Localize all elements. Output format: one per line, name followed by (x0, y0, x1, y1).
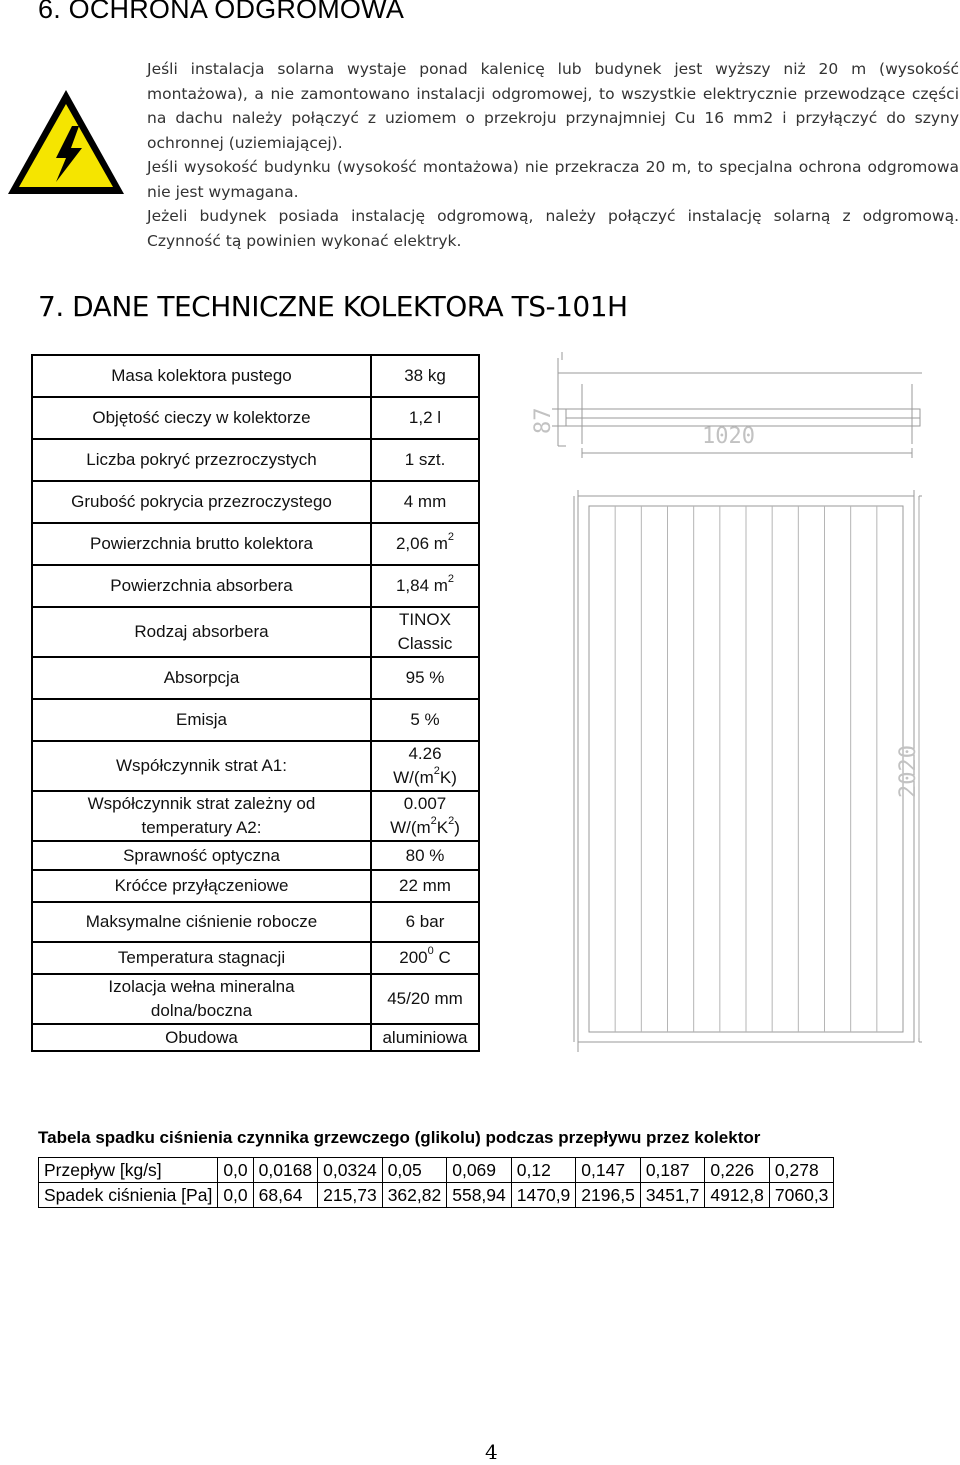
spec-label: Masa kolektora pustego (32, 355, 371, 397)
table-cell: 7060,3 (769, 1183, 834, 1208)
table-cell: 0,12 (511, 1158, 576, 1183)
high-voltage-warning-icon (6, 88, 126, 198)
table-row (32, 397, 479, 439)
spec-label: Maksymalne ciśnienie robocze (32, 902, 371, 942)
table-row (32, 565, 479, 607)
row-header: Spadek ciśnienia [Pa] (39, 1183, 218, 1208)
spec-value: 95 % (371, 657, 479, 699)
spec-label: Króćce przyłączeniowe (32, 870, 371, 902)
table-cell: 0,0 (218, 1183, 253, 1208)
section-6-title: 6. OCHRONA ODGROMOWA (38, 0, 405, 24)
table-row (32, 741, 479, 791)
spec-value: 6 bar (371, 902, 479, 942)
spec-label: Powierzchnia absorbera (32, 565, 371, 607)
spec-value: 38 kg (371, 355, 479, 397)
table-row (32, 657, 479, 699)
table-cell: 0,05 (382, 1158, 447, 1183)
spec-label: Powierzchnia brutto kolektora (32, 523, 371, 565)
table-cell: 4912,8 (705, 1183, 770, 1208)
spec-value: 4.26 $W/(m^2K)$ (371, 741, 479, 791)
table-row (32, 439, 479, 481)
paragraph-lightning-2: Jeśli wysokość budynku (wysokość montażowa) nie przekracza 20 m, to specjalna ochrona odgromowa nie jest wymagana. (147, 158, 959, 201)
table-row (32, 841, 479, 870)
table-cell: 2196,5 (576, 1183, 641, 1208)
table-row (32, 791, 479, 841)
table-cell: 1470,9 (511, 1183, 576, 1208)
spec-label: Liczba pokryć przezroczystych (32, 439, 371, 481)
pressure-table-title: Tabela spadku ciśnienia czynnika grzewczego (glikolu) podczas przepływu przez kolektor (38, 1128, 761, 1147)
table-row (39, 1183, 834, 1208)
table-row (32, 902, 479, 942)
table-cell: 0,147 (576, 1158, 641, 1183)
table-row (32, 355, 479, 397)
table-row (32, 699, 479, 741)
table-cell: 68,64 (253, 1183, 318, 1208)
table-row (32, 481, 479, 523)
spec-label: Emisja (32, 699, 371, 741)
paragraph-lightning-3: Jeżeli budynek posiada instalację odgromową, należy połączyć instalację solarną z odgromową. Czynność tą powinien wykonać elektryk. (147, 207, 959, 250)
table-cell: 558,94 (447, 1183, 512, 1208)
width-label: 1020 (702, 424, 755, 449)
table-row (32, 523, 479, 565)
spec-value: 5 % (371, 699, 479, 741)
table-row (32, 974, 479, 1024)
spec-label: Obudowa (32, 1024, 371, 1051)
table-cell: 0,069 (447, 1158, 512, 1183)
spec-label: Izolacja wełna mineralna dolna/boczna (32, 974, 371, 1024)
spec-value: 0.007 $W/(m^2K^2)$ (371, 791, 479, 841)
spec-value: 45/20 mm (371, 974, 479, 1024)
depth-label: 87 (531, 407, 556, 434)
table-row (32, 607, 479, 657)
spec-value: $200^0$ C (371, 942, 479, 974)
spec-value: aluminiowa (371, 1024, 479, 1051)
table-row (32, 870, 479, 902)
table-cell: 0,0 (218, 1158, 253, 1183)
table-cell: 0,278 (769, 1158, 834, 1183)
pressure-drop-table (38, 1157, 834, 1208)
spec-label: Rodzaj absorbera (32, 607, 371, 657)
paragraph-lightning-1: Jeśli instalacja solarna wystaje ponad kalenicę lub budynek jest wyższy niż 20 m (wysokość montażowa), a nie zamontowano instalacji odgromowej, to wszystkie elektrycznie przewodzące części na dachu należy połączyć z uziomem o przekroju przynajmniej Cu 16 mm2 i przyłączyć do szyny ochronnej (uziemiającej). (147, 60, 959, 152)
spec-label: Współczynnik strat A1: (32, 741, 371, 791)
spec-label: Sprawność optyczna (32, 841, 371, 870)
table-cell: 3451,7 (640, 1183, 705, 1208)
table-cell: 0,187 (640, 1158, 705, 1183)
spec-value: 80 % (371, 841, 479, 870)
spec-value: 1 szt. (371, 439, 479, 481)
spec-label: Temperatura stagnacji (32, 942, 371, 974)
collector-drawing (522, 348, 932, 1058)
spec-value: 22 mm (371, 870, 479, 902)
spec-value: 1,2 l (371, 397, 479, 439)
section-7-title: 7. DANE TECHNICZNE KOLEKTORA TS-101H (38, 290, 628, 323)
table-row (39, 1158, 834, 1183)
table-cell: 0,0324 (318, 1158, 383, 1183)
spec-value: 1,84 $m^2$ (371, 565, 479, 607)
table-cell: 362,82 (382, 1183, 447, 1208)
spec-label: Współczynnik strat zależny od temperatury A2: (32, 791, 371, 841)
row-header: Przepływ [kg/s] (39, 1158, 218, 1183)
spec-value: 2,06 $m^2$ (371, 523, 479, 565)
page-number: 4 (485, 1440, 498, 1464)
spec-label: Absorpcja (32, 657, 371, 699)
spec-value: 4 mm (371, 481, 479, 523)
height-label: 2020 (896, 745, 921, 798)
spec-label: Grubość pokrycia przezroczystego (32, 481, 371, 523)
table-row (32, 942, 479, 974)
table-cell: 0,0168 (253, 1158, 318, 1183)
spec-value: TINOX Classic (371, 607, 479, 657)
table-cell: 215,73 (318, 1183, 383, 1208)
absorber-fins (615, 506, 877, 1032)
spec-label: Objętość cieczy w kolektorze (32, 397, 371, 439)
technical-data-table (31, 354, 480, 1052)
table-cell: 0,226 (705, 1158, 770, 1183)
table-row (32, 1024, 479, 1051)
